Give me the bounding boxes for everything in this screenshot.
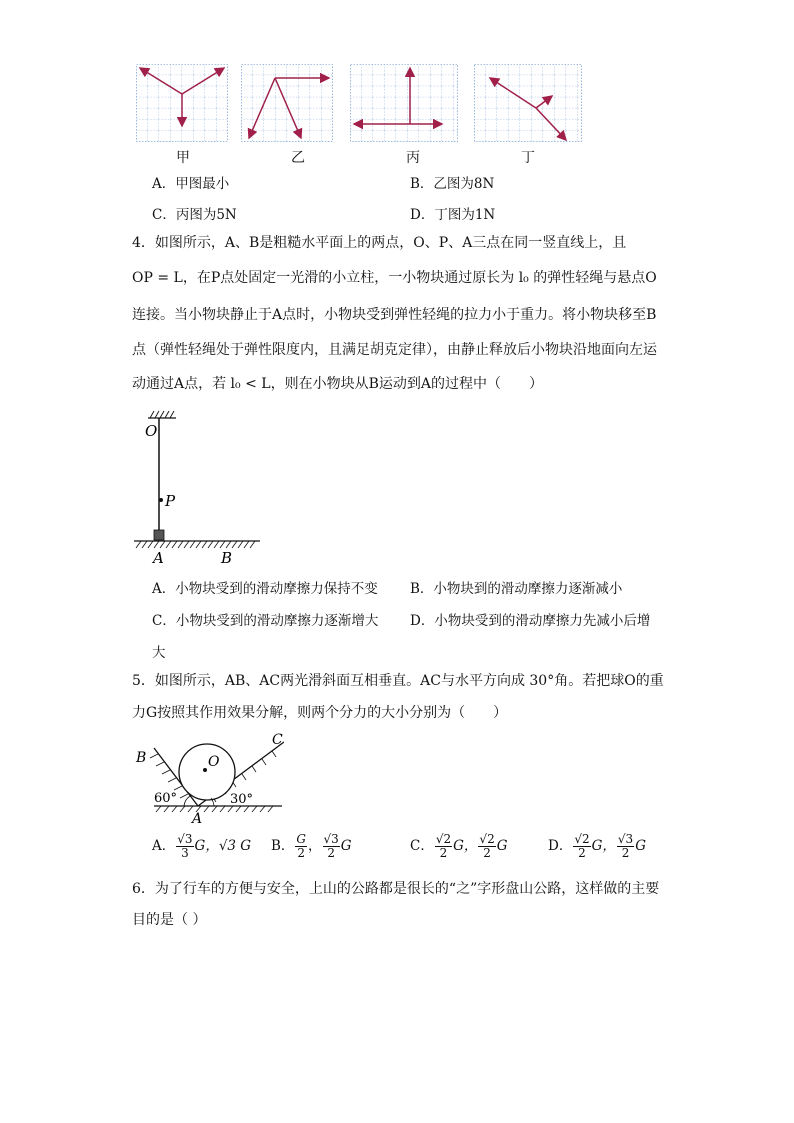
label-p: P [165,492,176,510]
label-angle-30: 30° [230,792,254,807]
q4-option-a: A．小物块受到的滑动摩擦力保持不变 [152,581,378,597]
frac-b1: $\frac{G}{2}$ [296,832,307,860]
force-grid-bing [350,64,458,142]
force-grid-yi [241,64,333,142]
q6-line-1: 6．为了行车的方便与安全，上山的公路都是很长的“之”字形盘山公路，这样做的主要 [132,881,660,897]
force-grid-ding [474,64,582,142]
q5-option-b: B． $\frac{G}{2}$ ， $\frac{√3}{2}$ G [271,832,352,860]
caption-bing: 丙 [406,150,420,166]
q4-line-5: 动通过A点，若 l₀ < L，则在小物块从B运动到A的过程中（ ） [132,376,543,392]
q5-figure [134,728,284,828]
force-grid-jia [136,64,228,142]
q5-line-2: 力G按照其作用效果分解，则两个分力的大小分别为（ ） [132,705,508,721]
q3-option-c: C．丙图为5N [152,207,237,223]
label-a: A [153,549,164,567]
q4-option-d: D．小物块受到的滑动摩擦力先减小后增 [410,613,651,629]
q5-option-d: D． $\frac{√2}{2}$ G， $\frac{√3}{2}$ G [548,832,646,860]
q6-line-2: 目的是（ ） [132,912,207,928]
q4-option-d-cont: 大 [152,645,166,661]
caption-jia: 甲 [176,150,190,166]
frac-d1: $\frac{√2}{2}$ [574,832,590,860]
q4-figure [132,410,272,570]
frac-c1: $\frac{√2}{2}$ [435,832,452,860]
label-a-q5: A [192,811,203,827]
q4-line-3: 连接。当小物块静止于A点时，小物块受到弹性轻绳的拉力小于重力。将小物块移至B [132,307,657,323]
label-b-q5: B [136,750,147,766]
q4-option-c: C．小物块受到的滑动摩擦力逐渐增大 [152,613,379,629]
label-b: B [221,549,233,567]
q3-option-d: D．丁图为1N [410,207,496,223]
label-o: O [145,422,158,440]
q3-option-a: A．甲图最小 [152,176,230,192]
label-o-q5: O [208,754,220,770]
q4-line-2: OP = L，在P点处固定一光滑的小立柱，一小物块通过原长为 l₀ 的弹性轻绳与悬点O [132,270,657,286]
label-c-q5: C [272,732,283,748]
q4-option-b: B．小物块到的滑动摩擦力逐渐减小 [410,581,623,597]
caption-yi: 乙 [291,150,305,166]
q4-line-4: 点（弹性轻绳处于弹性限度内，且满足胡克定律），由静止释放后小物块沿地面向左运 [132,342,657,358]
caption-ding: 丁 [521,150,535,166]
q3-option-b: B．乙图为8N [410,176,495,192]
frac-d2: $\frac{√3}{2}$ [617,832,634,860]
q5-option-c: C． $\frac{√2}{2}$ G， $\frac{√2}{2}$ G [410,832,508,860]
q4-line-1: 4．如图所示，A、B是粗糙水平面上的两点，O、P、A三点在同一竖直线上，且 [132,235,627,251]
label-angle-60: 60° [154,791,178,806]
frac-c2: $\frac{√2}{2}$ [479,832,495,860]
frac-a1: $\frac{√3}{3}$ [177,832,193,860]
q5-line-1: 5．如图所示，AB、AC两光滑斜面互相垂直。AC与水平方向成 30°角。若把球O的重 [132,673,664,689]
frac-b2: $\frac{√3}{2}$ [323,832,339,860]
q5-option-a: A． $\frac{√3}{3}$ G，√3 G [152,832,252,860]
